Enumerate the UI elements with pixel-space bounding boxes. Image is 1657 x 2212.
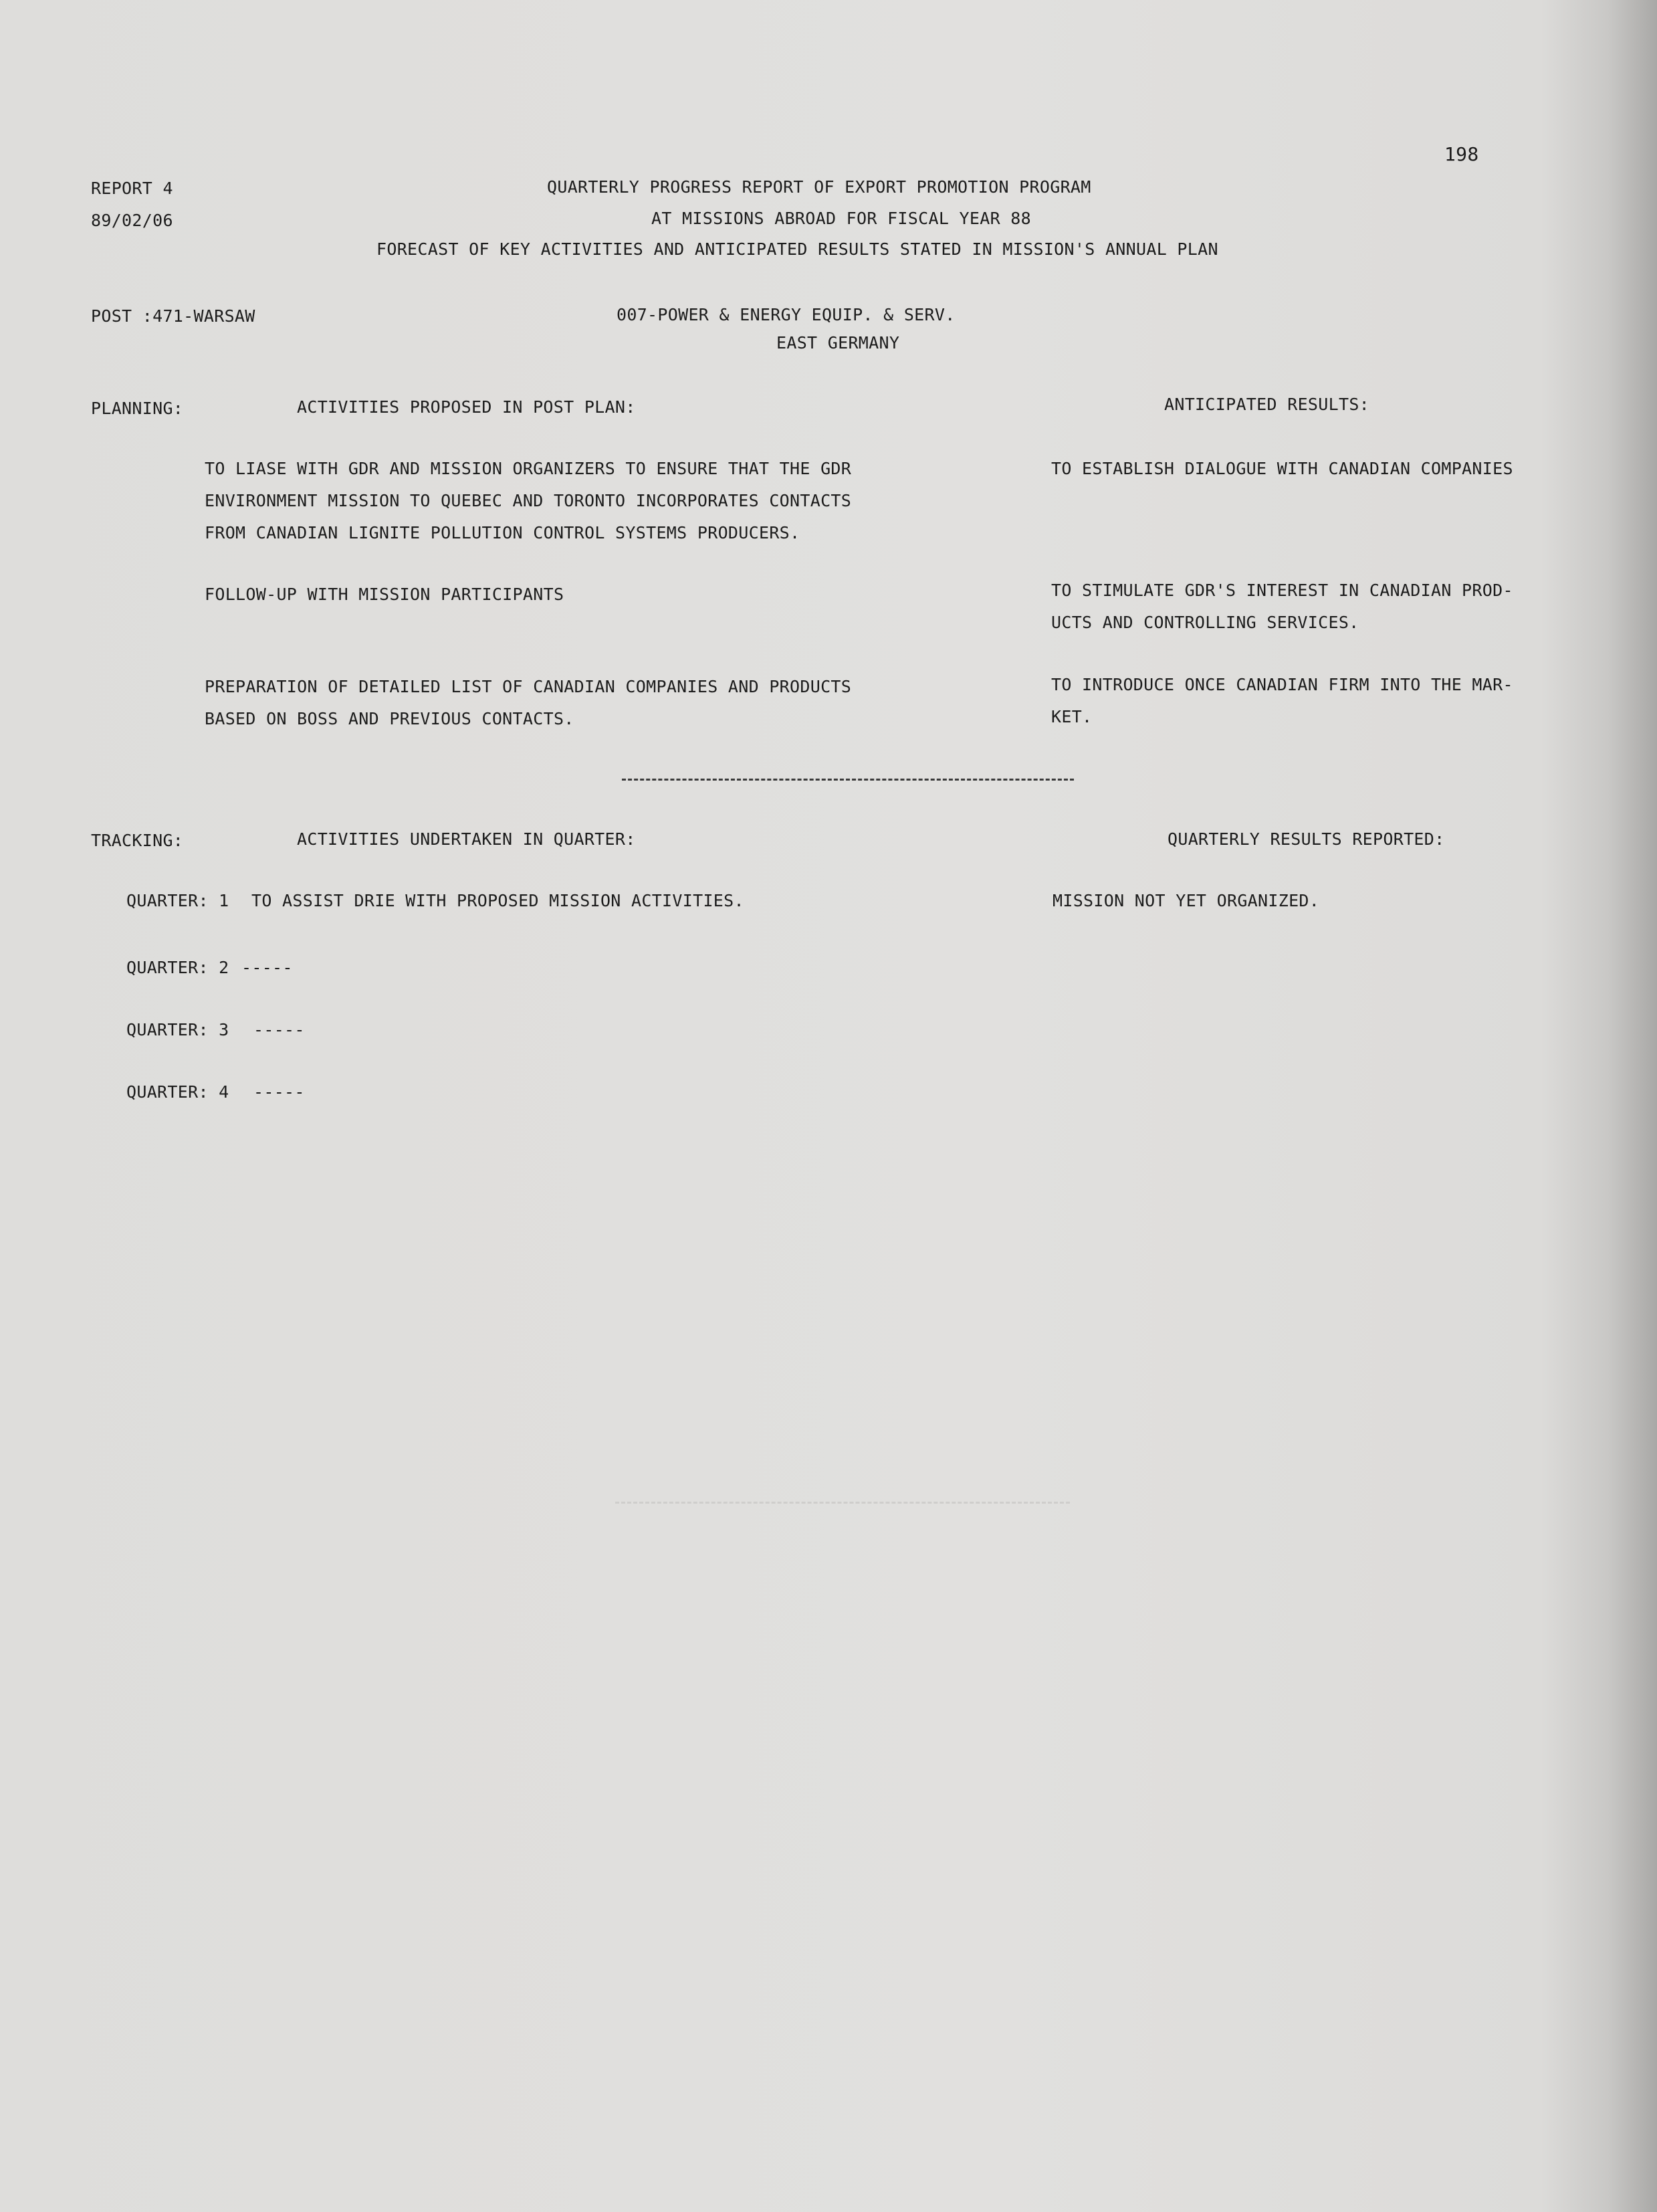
sector-label: 007-POWER & ENERGY EQUIP. & SERV. (617, 305, 956, 324)
report-id: REPORT 4 (91, 179, 173, 198)
anticipated-result: TO INTRODUCE ONCE CANADIAN FIRM INTO THE MAR- KET. (1051, 675, 1513, 726)
planned-activity: TO LIASE WITH GDR AND MISSION ORGANIZERS TO ENSURE THAT THE GDR ENVIRONMENT MISSION TO QUEBEC AND TORONTO INCORPORATES CONTACTS FROM CANADIAN LIGNITE POLLUTION CONTROL SYSTEMS PRODUCERS. (205, 459, 852, 542)
planning-label: PLANNING: (91, 399, 184, 418)
quarter-2-label: QUARTER: 2 (126, 958, 229, 977)
quarter-3-activity: ----- (253, 1020, 305, 1039)
planned-activity: PREPARATION OF DETAILED LIST OF CANADIAN COMPANIES AND PRODUCTS BASED ON BOSS AND PREVIOUS CONTACTS. (205, 677, 852, 728)
section-divider (622, 779, 1074, 781)
tracking-label: TRACKING: (91, 831, 184, 850)
quarter-4-activity: ----- (253, 1082, 305, 1102)
planning-activities-heading: ACTIVITIES PROPOSED IN POST PLAN: (297, 397, 636, 417)
quarter-4-label: QUARTER: 4 (126, 1082, 229, 1102)
bleed-through-rule (615, 1502, 1070, 1504)
quarter-1-activity: TO ASSIST DRIE WITH PROPOSED MISSION ACTIVITIES. (251, 891, 744, 910)
anticipated-result: TO STIMULATE GDR'S INTEREST IN CANADIAN PROD- UCTS AND CONTROLLING SERVICES. (1051, 581, 1513, 632)
anticipated-result: TO ESTABLISH DIALOGUE WITH CANADIAN COMPANIES (1051, 459, 1513, 478)
quarter-1-label: QUARTER: 1 (126, 891, 229, 910)
quarter-3-label: QUARTER: 3 (126, 1020, 229, 1039)
tracking-activities-heading: ACTIVITIES UNDERTAKEN IN QUARTER: (297, 829, 636, 849)
report-title-line1: QUARTERLY PROGRESS REPORT OF EXPORT PROMOTION PROGRAM (547, 177, 1091, 197)
quarter-2-activity: ----- (241, 958, 293, 977)
post-label: POST :471-WARSAW (91, 306, 255, 326)
country-label: EAST GERMANY (776, 333, 900, 353)
report-date: 89/02/06 (91, 211, 173, 230)
planned-activity: FOLLOW-UP WITH MISSION PARTICIPANTS (205, 585, 564, 604)
bleed-through (361, 201, 512, 221)
quarter-1-result: MISSION NOT YET ORGANIZED. (1053, 891, 1320, 910)
tracking-results-heading: QUARTERLY RESULTS REPORTED: (1168, 829, 1445, 849)
report-subtitle: FORECAST OF KEY ACTIVITIES AND ANTICIPATED RESULTS STATED IN MISSION'S ANNUAL PLAN (376, 239, 1218, 259)
page-number: 198 (1444, 143, 1479, 165)
report-title-line2: AT MISSIONS ABROAD FOR FISCAL YEAR 88 (651, 209, 1031, 228)
planning-results-heading: ANTICIPATED RESULTS: (1164, 395, 1370, 414)
